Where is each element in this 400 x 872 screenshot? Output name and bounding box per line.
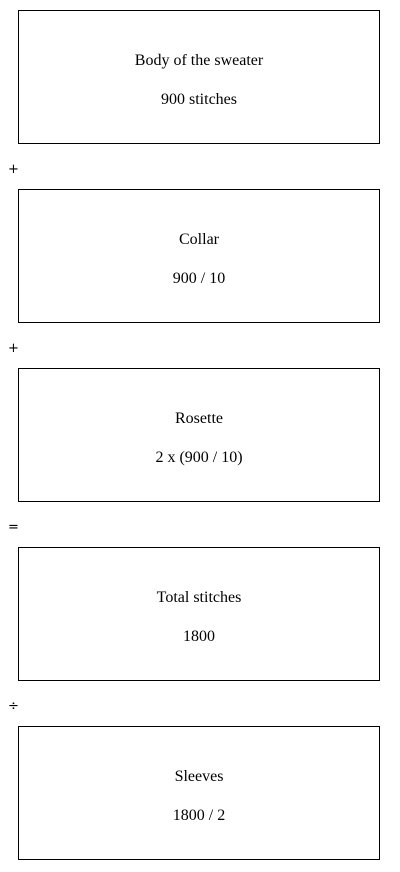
- step-title: Sleeves: [174, 768, 224, 785]
- step-value: 900 stitches: [161, 91, 237, 108]
- step-value: 1800: [183, 628, 215, 645]
- step-value: 900 / 10: [172, 270, 226, 287]
- step-title: Total stitches: [156, 589, 242, 606]
- step-box-collar: [18, 189, 380, 323]
- step-value: 2 x (900 / 10): [155, 449, 243, 466]
- step-box-rosette: [18, 368, 380, 502]
- step-value: 1800 / 2: [172, 807, 226, 824]
- step-title: Rosette: [175, 410, 223, 427]
- equals-operator: =: [8, 520, 19, 535]
- plus-operator: +: [8, 162, 19, 177]
- step-box-sleeves: [18, 726, 380, 860]
- step-box-total: [18, 547, 380, 681]
- step-title: Body of the sweater: [134, 52, 264, 69]
- step-box-body: [18, 10, 380, 144]
- divide-operator: ÷: [8, 699, 19, 714]
- plus-operator: +: [8, 341, 19, 356]
- step-title: Collar: [179, 231, 219, 248]
